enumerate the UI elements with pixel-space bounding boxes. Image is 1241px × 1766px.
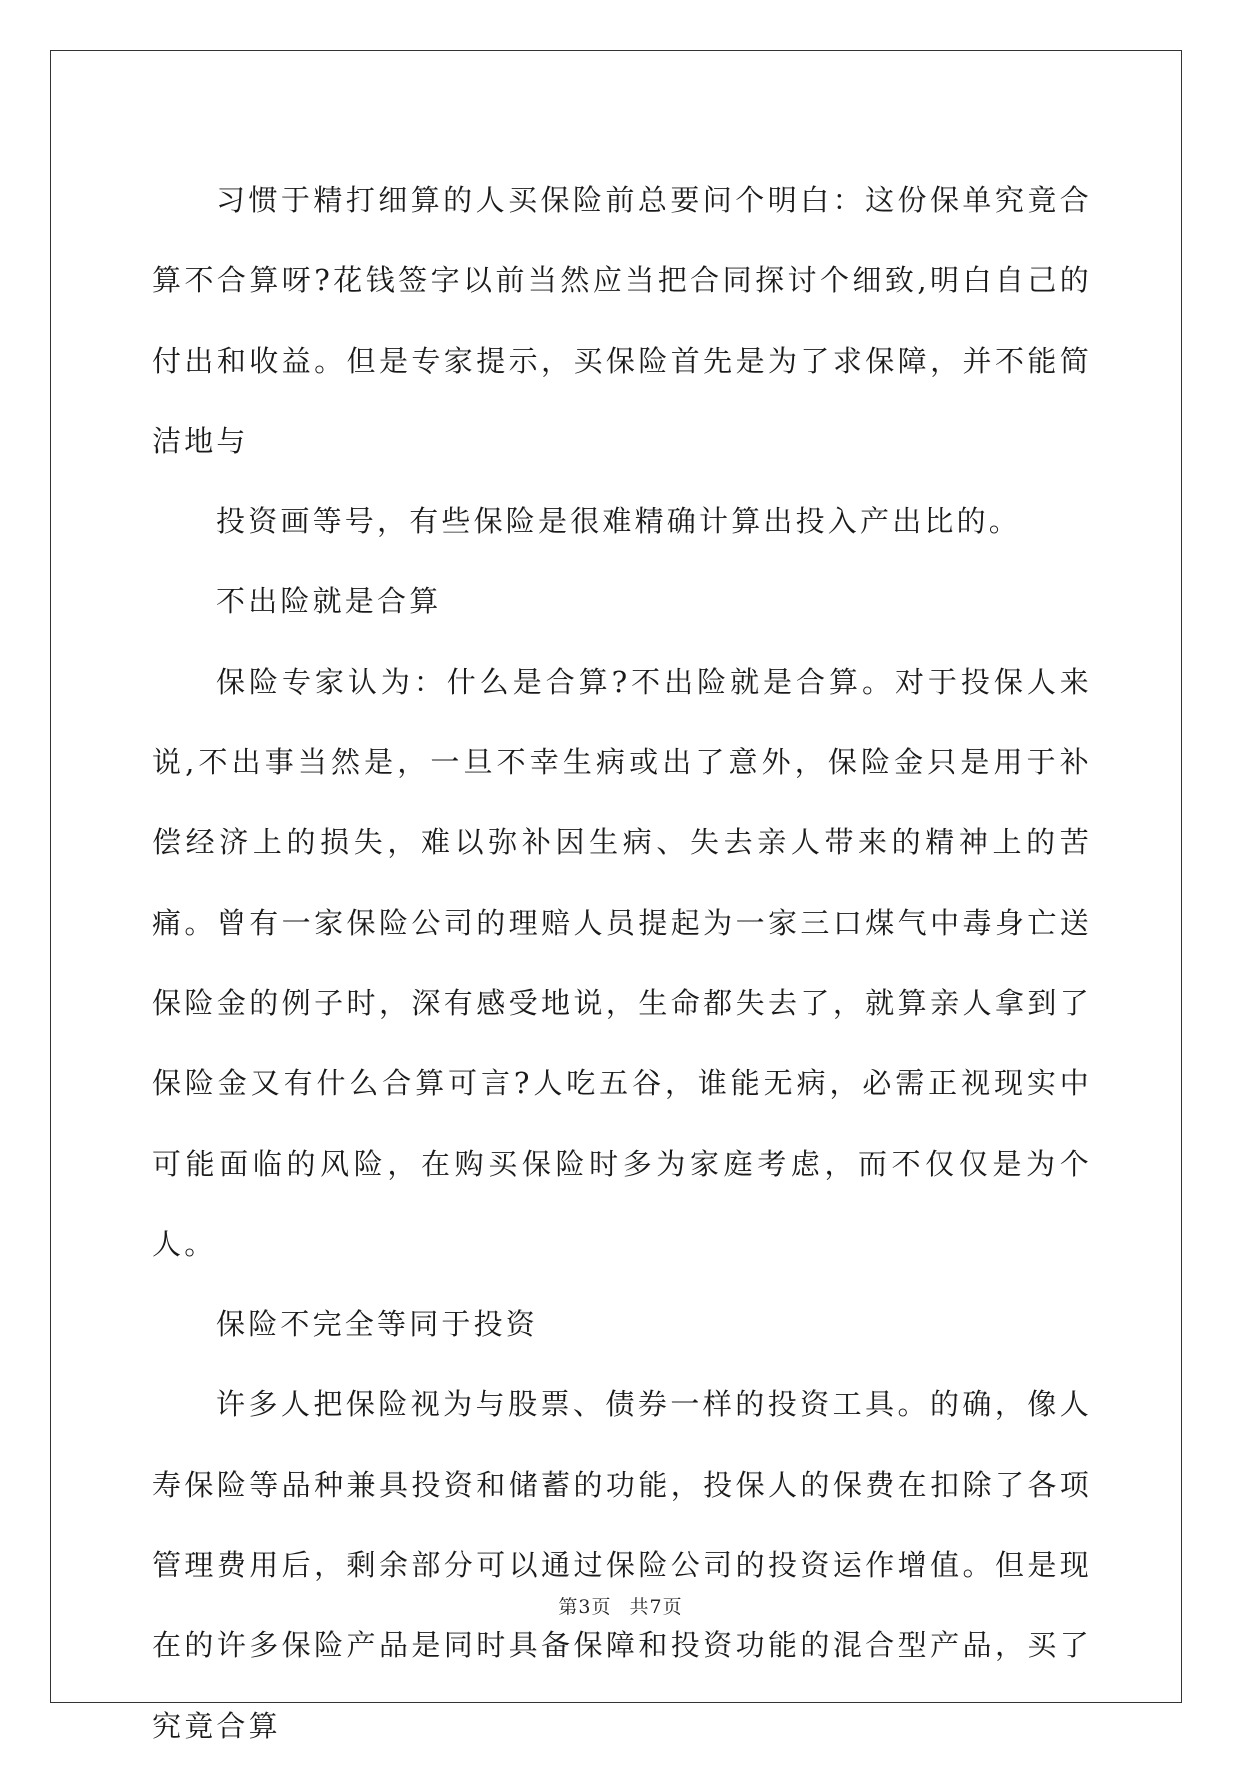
section-heading-no-claim: 不出险就是合算 xyxy=(216,584,442,619)
paragraph-no-claim: 保险专家认为：什么是合算?不出险就是合算。对于投保人来说,不出事当然是，一旦不幸生病或出了意外，保险金只是用于补偿经济上的损失，难以弥补因生病、失去亲人带来的精神上的苦痛。曾有一家保险公司的理赔人员提起为一家三口煤气中毒身亡送保险金的例子时，深有感受地说，生命都失去了，就算亲人拿到了保险金又有什么合算可言?人吃五谷，谁能无病，必需正视现实中可能面临的风险，在购买保险时多为家庭考虑，而不仅仅是为个人。 xyxy=(152,664,1092,1261)
page-total: 共7页 xyxy=(629,1596,683,1618)
document-body xyxy=(152,160,1092,1766)
page-footer xyxy=(0,1592,1241,1619)
paragraph-not-investment: 许多人把保险视为与股票、债券一样的投资工具。的确，像人寿保险等品种兼具投资和储蓄的功能，投保人的保费在扣除了各项管理费用后，剩余部分可以通过保险公司的投资运作增值。但是现在的许多保险产品是同时具备保障和投资功能的混合型产品，买了究竟合算 xyxy=(152,1387,1092,1743)
paragraph-intro-continued: 投资画等号，有些保险是很难精确计算出投入产出比的。 xyxy=(216,504,1022,539)
page-number: 第3页 xyxy=(558,1596,612,1618)
section-heading-not-investment: 保险不完全等同于投资 xyxy=(216,1307,539,1342)
paragraph-intro: 习惯于精打细算的人买保险前总要问个明白：这份保单究竟合算不合算呀?花钱签字以前当然应当把合同探讨个细致,明白自己的付出和收益。但是专家提示，买保险首先是为了求保障，并不能简洁地与 xyxy=(152,183,1092,458)
